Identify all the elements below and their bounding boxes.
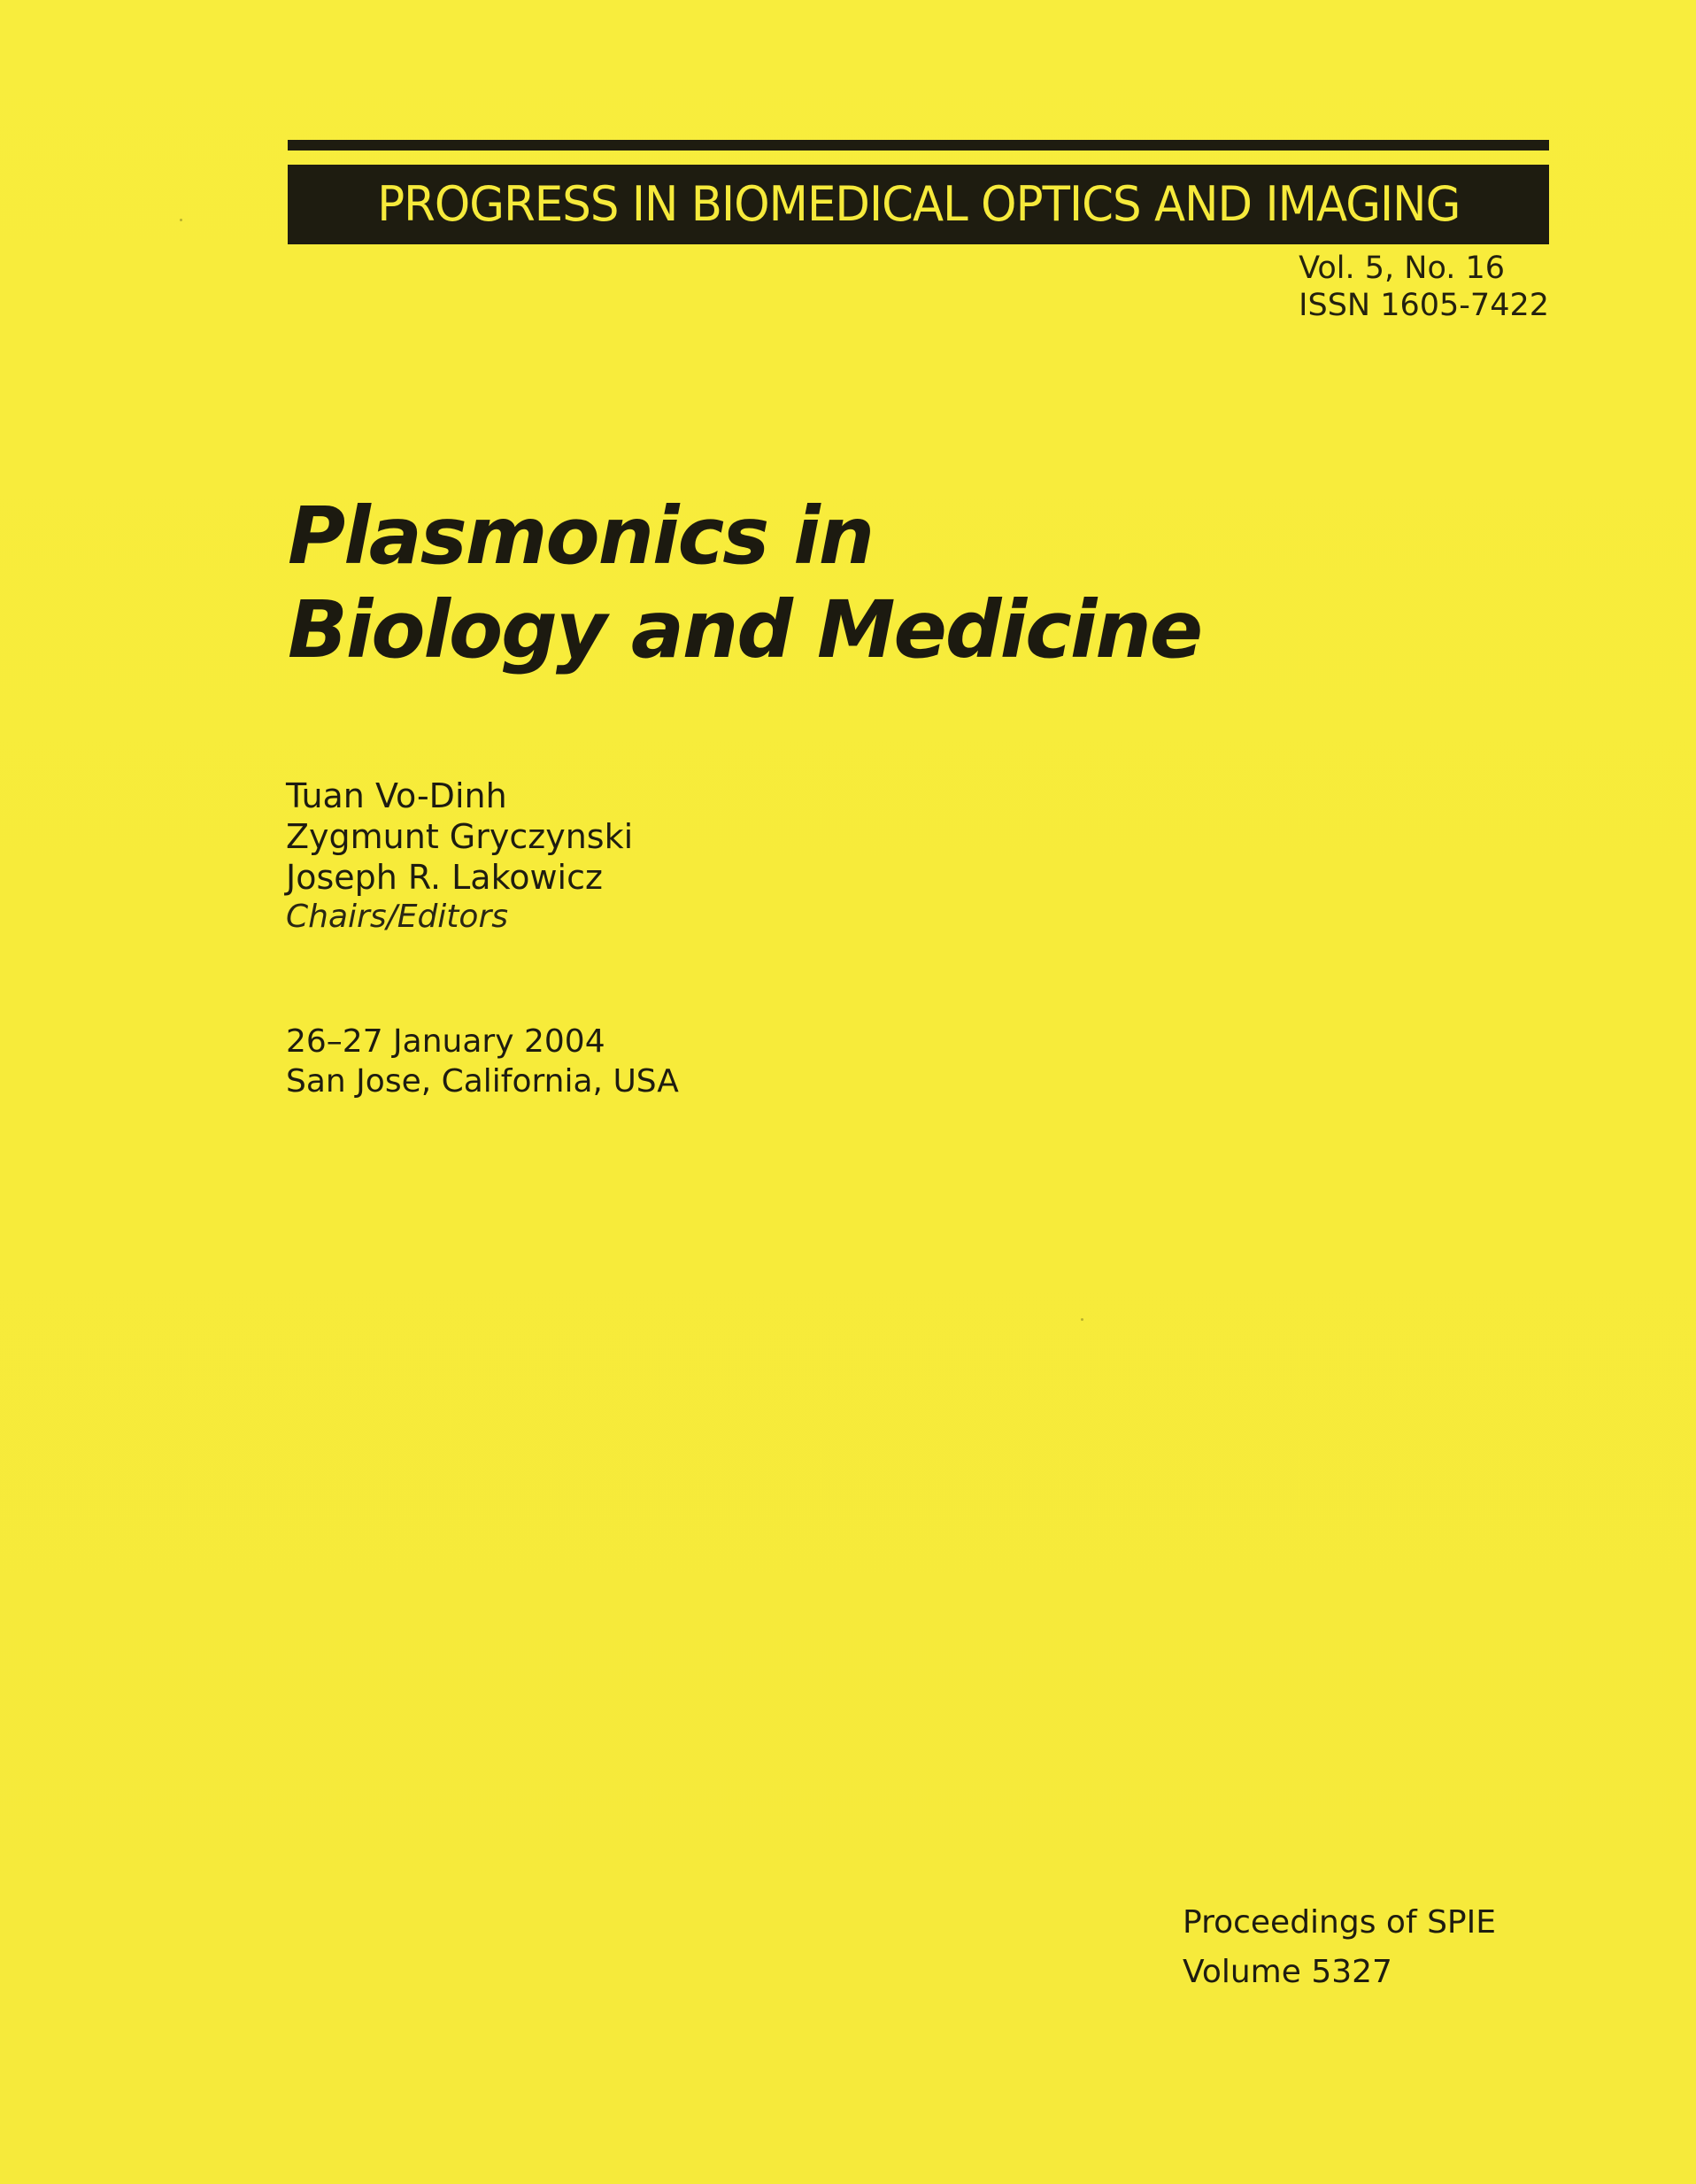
paper-speck	[180, 219, 182, 221]
series-banner	[288, 165, 1549, 244]
editor-name: Zygmunt Gryczynski	[286, 817, 634, 856]
proceedings-volume: Volume 5327	[1183, 1954, 1392, 1990]
book-title-line-2: Biology and Medicine	[288, 583, 1202, 675]
conference-location: San Jose, California, USA	[286, 1063, 679, 1100]
conference-info	[286, 1022, 679, 1101]
paper-speck	[1081, 1318, 1083, 1321]
editor-name: Joseph R. Lakowicz	[286, 858, 603, 897]
series-title: PROGRESS IN BIOMEDICAL OPTICS AND IMAGING	[376, 176, 1461, 232]
issue-info	[1299, 250, 1549, 324]
volume-issue: Vol. 5, No. 16	[1299, 251, 1506, 286]
proceedings-series: Proceedings of SPIE	[1183, 1904, 1496, 1941]
book-title-line-1: Plasmonics in	[288, 490, 874, 582]
editors-block	[286, 776, 633, 937]
proceedings-info	[1183, 1898, 1496, 1997]
conference-dates: 26–27 January 2004	[286, 1023, 605, 1060]
editor-name: Tuan Vo-Dinh	[286, 776, 507, 815]
editor-role: Chairs/Editors	[286, 899, 508, 935]
issn: ISSN 1605-7422	[1299, 288, 1549, 323]
book-title	[288, 489, 1261, 676]
top-rule	[288, 140, 1549, 150]
